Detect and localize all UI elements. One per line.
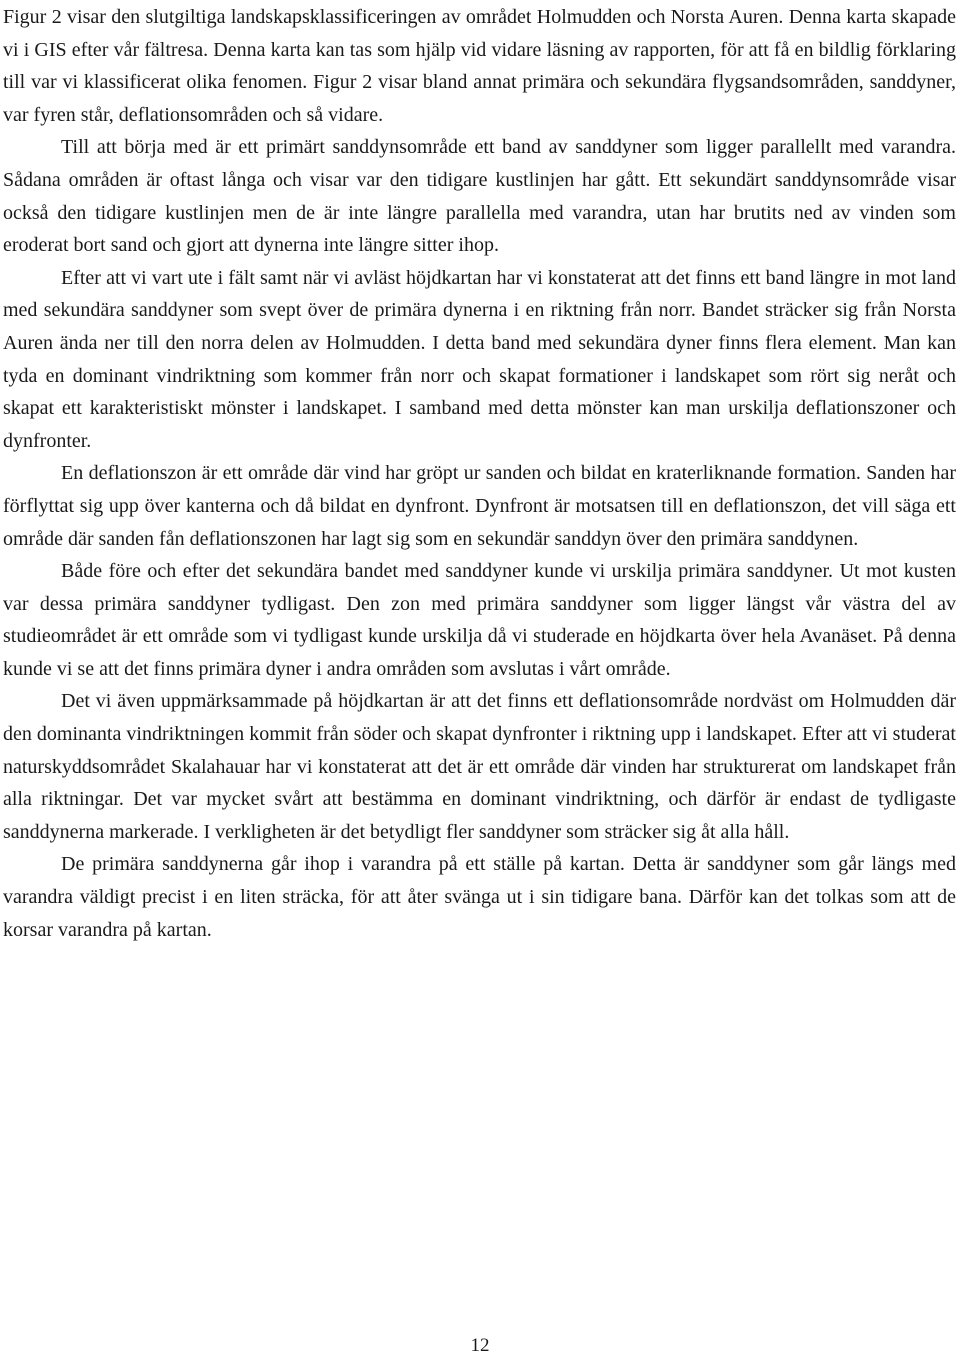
paragraph-secondary-band: Efter att vi vart ute i fält samt när vi avläst höjdkartan har vi konstaterat att det finns ett band längre in mot land med sekundära sanddyner som svept över de primära dynerna i en riktning från norr. Bandet sträcker sig från Norsta Auren ända ner till den norra delen av Holmudden. I detta band med sekundära dyner finns flera element. Man kan tyda en dominant vindriktning som kommer från norr och skapat formationer i landskapet som rört sig neråt och skapat ett karakteristiskt mönster i landskapet. I samband med detta mönster kan man urskilja deflationszoner och dynfronter. (3, 266, 956, 452)
paragraph-primary-secondary-dunes: Till att börja med är ett primärt sanddynsområde ett band av sanddyner som ligger parallellt med varandra. Sådana områden är oftast långa och visar var den tidigare kustlinjen har gått. Ett sekundärt sanddynsområde visar också den tidigare kustlinjen men de är inte längre parallella med varandra, utan har brutits ned av vinden som eroderat bort sand och gjort att dynerna inte längre sitter ihop. (3, 136, 956, 257)
document-page (3, 0, 956, 946)
page-number: 12 (470, 1335, 490, 1356)
paragraph-deflation-zone: En deflationszon är ett område där vind har gröpt ur sanden och bildat en kraterliknande formation. Sanden har förflyttat sig upp över kanterna och då bildat en dynfront. Dynfront är motsatsen till en deflationszon, det vill säga ett område där sanden fån deflationszonen har lagt sig som en sekundär sanddyn över den primära sanddynen. (3, 462, 956, 550)
paragraph-primary-dunes: Både före och efter det sekundära bandet med sanddyner kunde vi urskilja primära sanddyner. Ut mot kusten var dessa primära sanddyner tydligast. Den zon med primära sanddyner som ligger längst vår västra del av studieområdet är ett område som vi tydligast kunde urskilja då vi studerade en höjdkarta över hela Avanäset. På denna kunde vi se att det finns primära dyner i andra områden som avslutas i vårt område. (3, 560, 956, 680)
paragraph-heightmap-observations: Det vi även uppmärksammade på höjdkartan är att det finns ett deflationsområde nordväst om Holmudden där den dominanta vindriktningen kommit från söder och skapat dynfronter i riktning upp i landskapet. Efter att vi studerat naturskyddsområdet Skalahauar har vi konstaterat att det är ett område där vinden har strukturerat om landskapet från alla riktningar. Det var mycket svårt att bestämma en dominant vindriktning, och därför är endast de tydligaste sanddynerna markerade. I verkligheten är det betydligt fler sanddyner som sträcker sig åt alla håll. (3, 690, 956, 843)
paragraph-figure-description: Figur 2 visar den slutgiltiga landskapsklassificeringen av området Holmudden och Norsta Auren. Denna karta skapade vi i GIS efter vår fältresa. Denna karta kan tas som hjälp vid vidare läsning av rapporten, för att få en bildlig förklaring till var vi klassificerat olika fenomen. Figur 2 visar bland annat primära och sekundära flygsandsområden, sanddyner, var fyren står, deflationsområden och så vidare. (3, 6, 956, 126)
paragraph-crossing-dunes: De primära sanddynerna går ihop i varandra på ett ställe på kartan. Detta är sanddyner som går längs med varandra väldigt precist i en liten sträcka, för att åter svänga ut i sin tidigare bana. Därför kan det tolkas som att de korsar varandra på kartan. (3, 853, 956, 941)
